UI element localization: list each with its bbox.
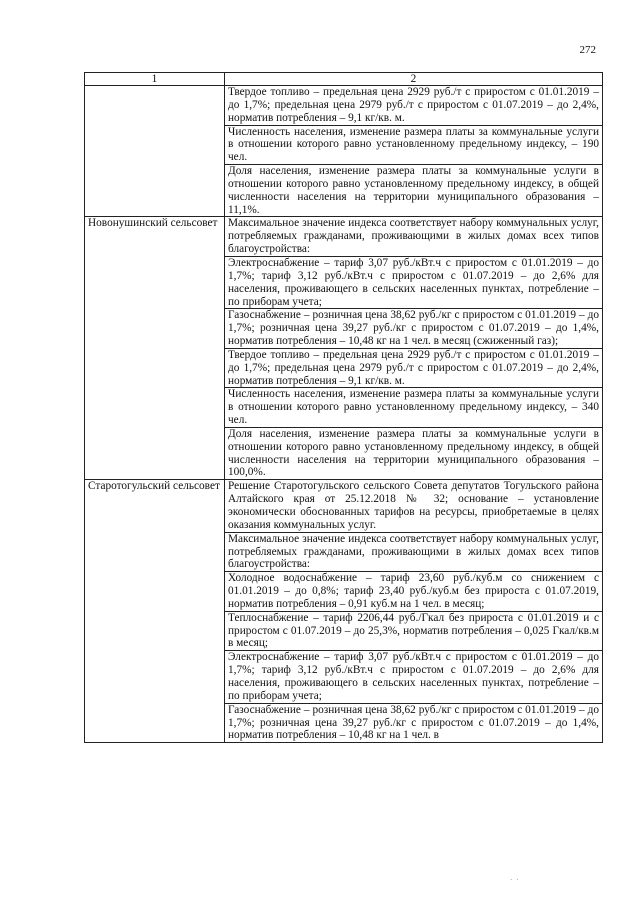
table-row — [85, 217, 603, 480]
region-name: Старотогульский сельсовет — [88, 480, 220, 493]
table-row — [85, 86, 603, 217]
paragraph: Доля населения, изменение размера платы за коммунальные услуги в отношении которого равно установленному предельному индексу, в общей численности населения на территории муниципального образования – 100,0%. — [225, 427, 602, 479]
paragraph: Максимальное значение индекса соответствует набору коммунальных услуг, потребляемых гражданами, проживающими в жилых домах всех типов благоустройства: — [228, 217, 599, 256]
paragraph: Электроснабжение – тариф 3,07 руб./кВт.ч с приростом с 01.01.2019 – до 1,7%; тариф 3,12 руб./кВт.ч с приростом с 01.07.2019 – до 2,6% для населения, проживающего в сельских населенных пунктах, потребление – по приборам учета; — [225, 650, 602, 702]
table-header-row — [85, 73, 603, 86]
description-cell — [225, 480, 603, 743]
paragraph: Максимальное значение индекса соответствует набору коммунальных услуг, потребляемых гражданами, проживающими в жилых домах всех типов благоустройства: — [225, 532, 602, 572]
column-header-2: 2 — [225, 73, 603, 86]
scan-mark: · · — [510, 876, 520, 884]
tariff-table — [84, 72, 603, 743]
paragraph: Доля населения, изменение размера платы за коммунальные услуги в отношении которого равно установленному предельному индексу, в общей численности населения на территории муниципального образования – 11,1%. — [225, 164, 602, 216]
paragraph: Газоснабжение – розничная цена 38,62 руб./кг с приростом с 01.01.2019 – до 1,7%; розничная цена 39,27 руб./кг с приростом с 01.07.2019 – до 1,4%, норматив потребления – 10,48 кг на 1 чел. в месяц (сжиженный газ); — [225, 308, 602, 348]
region-cell — [85, 217, 225, 480]
paragraph: Теплоснабжение – тариф 2206,44 руб./Гкал без прироста с 01.01.2019 и с приростом с 01.07.2019 – до 25,3%, норматив потребления – 0,025 Гкал/кв.м в месяц; — [225, 611, 602, 651]
region-cell — [85, 480, 225, 743]
paragraph: Твердое топливо – предельная цена 2929 руб./т с приростом с 01.01.2019 – до 1,7%; предельная цена 2979 руб./т с приростом с 01.07.2019 – до 2,4%, норматив потребления – 9,1 кг/кв. м. — [225, 348, 602, 388]
region-cell — [85, 86, 225, 217]
paragraph: Холодное водоснабжение – тариф 23,60 руб./куб.м со снижением с 01.01.2019 – до 0,8%; тариф 23,40 руб./куб.м без прироста с 01.07.2019, норматив потребления – 0,91 куб.м на 1 чел. в месяц; — [225, 571, 602, 611]
paragraph: Численность населения, изменение размера платы за коммунальные услуги в отношении которого равно установленному предельному индексу, – 340 чел. — [225, 387, 602, 427]
description-cell — [225, 86, 603, 217]
table-row — [85, 480, 603, 743]
paragraph: Твердое топливо – предельная цена 2929 руб./т с приростом с 01.01.2019 – до 1,7%; предельная цена 2979 руб./т с приростом с 01.07.2019 – до 2,4%, норматив потребления – 9,1 кг/кв. м. — [228, 86, 599, 124]
paragraph: Решение Старотогульского сельского Совета депутатов Тогульского района Алтайского края от 25.12.2018 № 32; основание – установление экономически обоснованных тарифов на ресурсы, приобретаемые в целях оказания коммунальных услуг. — [228, 480, 599, 531]
region-name: Новонушинский сельсовет — [88, 217, 218, 230]
column-header-1: 1 — [85, 73, 225, 86]
paragraph: Газоснабжение – розничная цена 38,62 руб./кг с приростом с 01.01.2019 – до 1,7%; розничная цена 39,27 руб./кг с приростом с 01.07.2019 – до 1,4%, норматив потребления – 10,48 кг на 1 чел. в — [225, 703, 602, 743]
page-number: 272 — [579, 44, 596, 56]
paragraph: Электроснабжение – тариф 3,07 руб./кВт.ч с приростом с 01.01.2019 – до 1,7%; тариф 3,12 руб./кВт.ч с приростом с 01.07.2019 – до 2,6% для населения, проживающего в сельских населенных пунктах, потребление – по приборам учета; — [225, 256, 602, 308]
paragraph: Численность населения, изменение размера платы за коммунальные услуги в отношении которого равно установленному предельному индексу, – 190 чел. — [225, 125, 602, 165]
description-cell — [225, 217, 603, 480]
